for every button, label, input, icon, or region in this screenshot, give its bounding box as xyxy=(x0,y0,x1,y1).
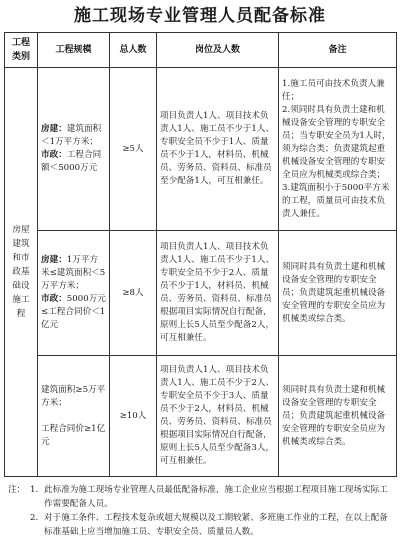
header-total: 总人数 xyxy=(110,33,157,68)
category-cell: 房屋建筑和市政基础设施工程 xyxy=(5,68,38,477)
total-cell: ≥10人 xyxy=(110,356,157,477)
header-scale: 工程规模 xyxy=(38,33,110,68)
scale-cell: 房建：建筑面积＜1万平方米； 市政：工程合同额＜5000万元 xyxy=(38,68,110,231)
table-row xyxy=(5,231,397,356)
post-cell: 项目负责人1人、项目技术负责人1人、施工员不少于1人、专职安全员不少于1人、质量员不少于1人，材料员、机械员、劳务员、资料员、标准员至少配备1人，可互相兼任。 xyxy=(157,68,279,231)
table-header-row xyxy=(5,33,397,68)
footnotes xyxy=(8,483,392,539)
total-cell: ≥5人 xyxy=(110,68,157,231)
scale-cell: 房建：1万平方米≤建筑面积＜5万平方米； 市政：5000万元≤工程合同价＜1亿元 xyxy=(38,231,110,356)
note-cell: 1.施工员可由技术负责人兼任； 2.须同时具有负责土建和机械设备安全管理的专职安全员；当专职安全员为1人时，须为综合类；负责建筑起重机械设备安全管理的专职安全员应为机械类或综合类； 3.建筑面积小于5000平方米的工程，质量员可由技术负责人兼任。 xyxy=(279,68,397,231)
footnote-label: 注： xyxy=(8,485,26,495)
note-cell: 须同时具有负责土建和机械设备安全管理的专职安全员；负责建筑起重机械设备安全管理的专职安全员应为机械类或综合类。 xyxy=(279,231,397,356)
post-cell: 项目负责人1人、项目技术负责人1人、施工员不少于2人、专职安全员不少于3人、质量员不少于2人，材料员、机械员、劳务员、资料员、标准员根据项目实际情况自行配备，原则上长5人员至少配备3人，可互相兼任。 xyxy=(157,356,279,477)
header-note: 备注 xyxy=(279,33,397,68)
footnote-item: 2. 对于施工条件、工程技术复杂或超大规模以及工期较紧、多班施工作业的工程，在以上配备标准基础上应当增加施工员、专职安全员、质量员人数。 xyxy=(30,513,388,537)
scale-cell: 建筑面积≥5万平方米； 工程合同价≥1亿元 xyxy=(38,356,110,477)
table-row xyxy=(5,68,397,231)
header-type: 工程类别 xyxy=(5,33,38,68)
post-cell: 项目负责人1人、项目技术负责人1人、施工员不少于1人、专职安全员不少于2人、质量员不少于1人，材料员、机械员、劳务员、资料员、标准员根据项目实际情况自行配备，原则上长5人员至少配备2人，可互相兼任。 xyxy=(157,231,279,356)
document-title: 施工现场专业管理人员配备标准 xyxy=(74,6,326,26)
total-cell: ≥8人 xyxy=(110,231,157,356)
staffing-standard-table xyxy=(4,32,397,477)
note-cell: 须同时具有负责土建和机械设备安全管理的专职安全员；负责建筑起重机械设备安全管理的专职安全员应为机械类或综合类。 xyxy=(279,356,397,477)
header-post: 岗位及人数 xyxy=(157,33,279,68)
footnote-item: 1. 此标准为施工现场专业管理人员最低配备标准，施工企业应当根据工程项目施工现场实际工作需要配备人员。 xyxy=(30,485,388,509)
table-row xyxy=(5,356,397,477)
